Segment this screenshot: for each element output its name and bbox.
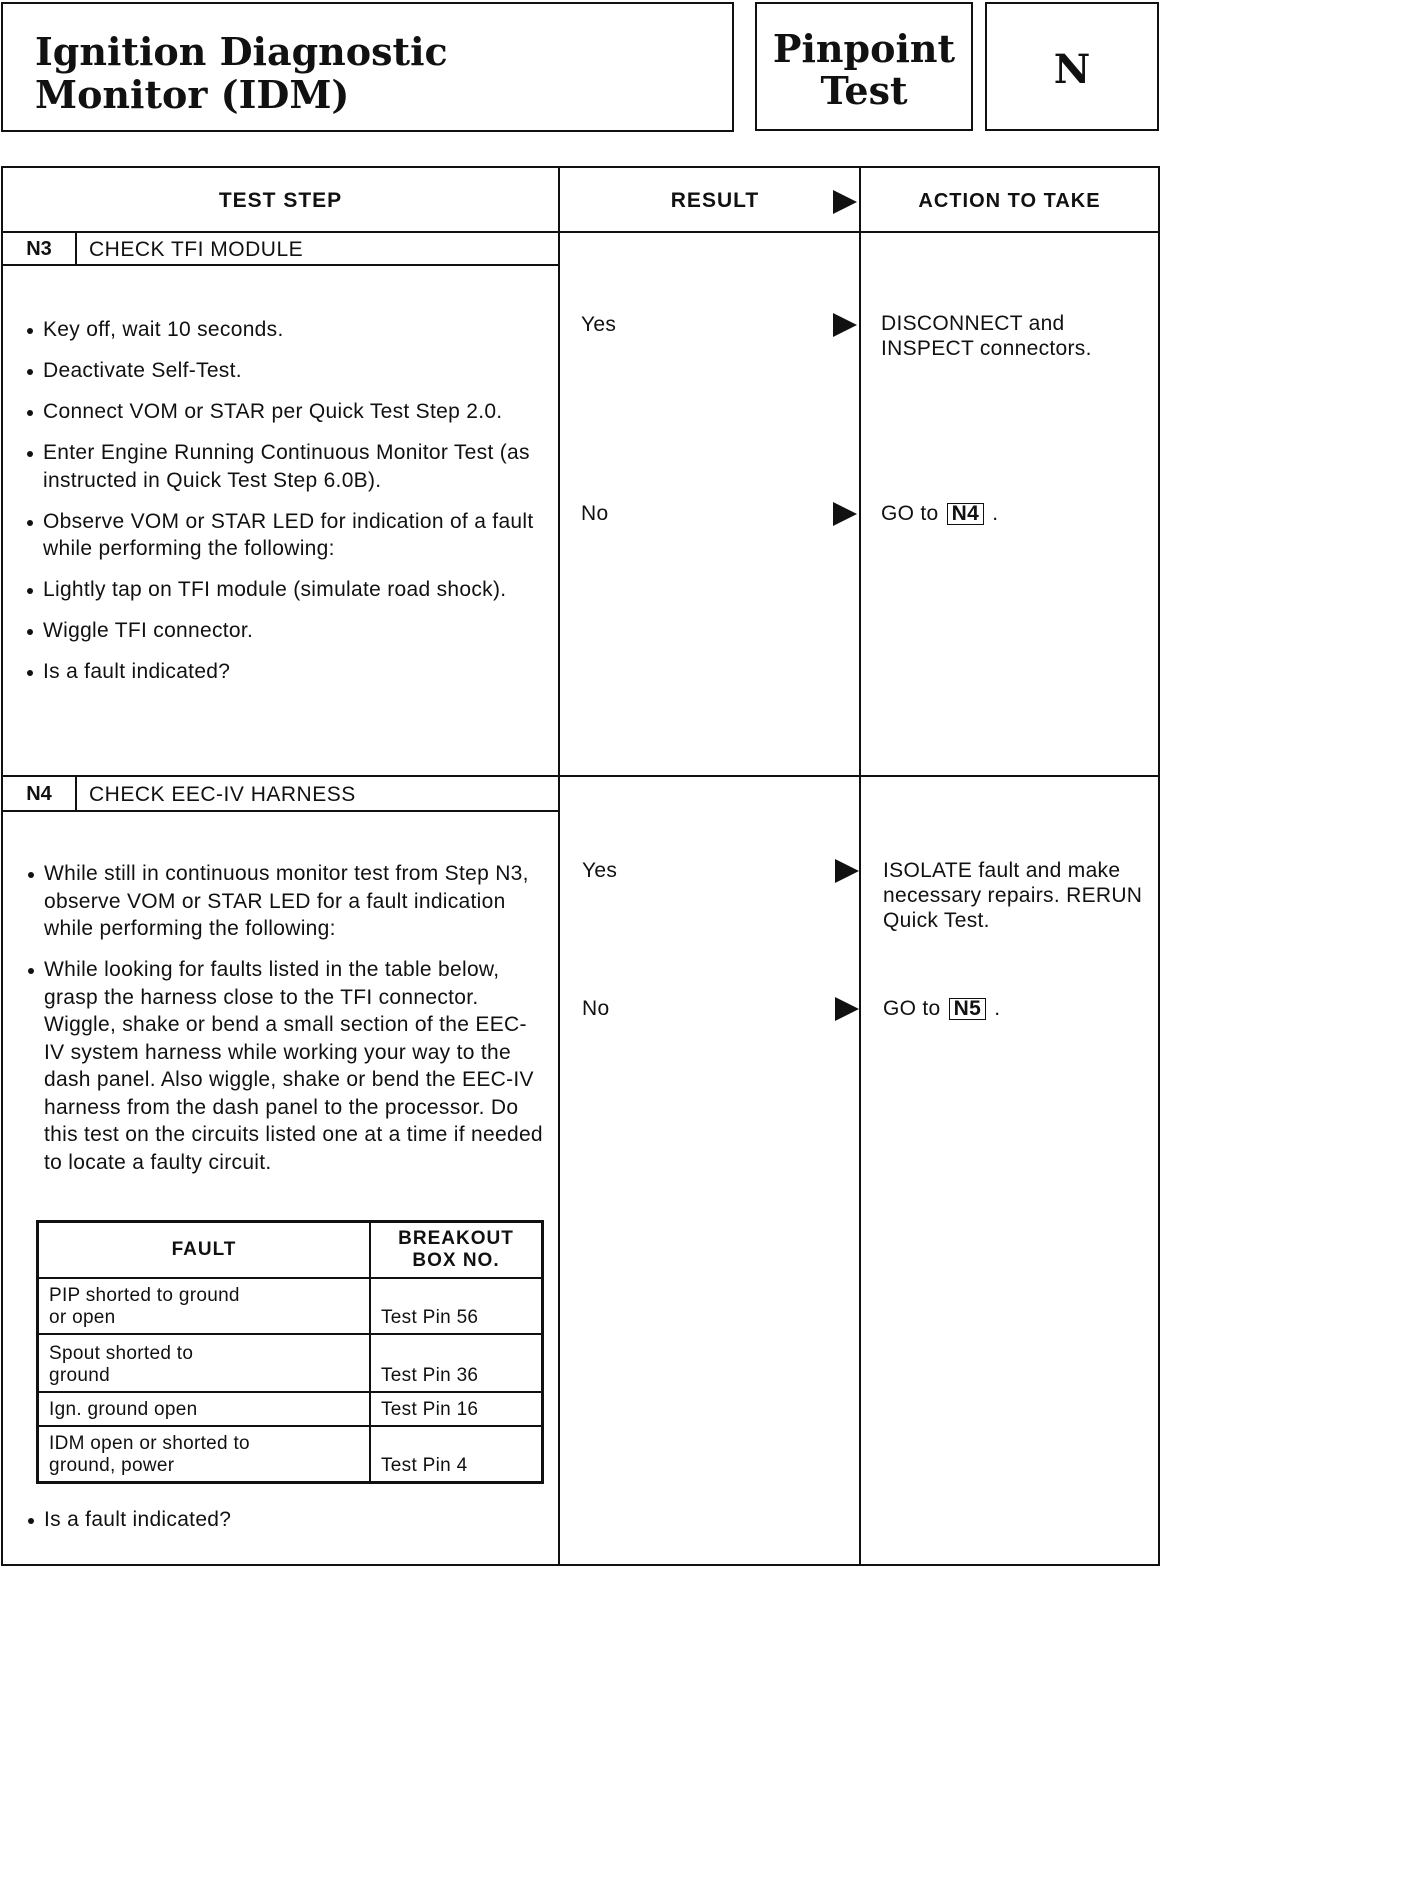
step-reference: N5	[949, 998, 986, 1020]
result-no: No	[581, 502, 609, 525]
step-title: CHECK TFI MODULE	[89, 238, 304, 261]
step-id: N4	[3, 777, 77, 810]
fault-cell: IDM open or shorted to ground, power	[38, 1426, 371, 1482]
list-item: Key off, wait 10 seconds.	[25, 316, 545, 344]
result-yes: Yes	[581, 313, 617, 336]
action-goto	[881, 501, 998, 526]
list-item: Enter Engine Running Continuous Monitor Test (as instructed in Quick Test Step 6.0B).	[25, 439, 545, 494]
column-header-fault: FAULT	[38, 1222, 371, 1279]
fault-cell: Spout shorted to ground	[38, 1334, 371, 1392]
test-letter-box	[985, 2, 1159, 131]
pin-cell: Test Pin 56	[370, 1278, 543, 1334]
column-header-breakout-box: BREAKOUT BOX NO.	[370, 1222, 543, 1279]
result-arrow-icon	[833, 502, 857, 526]
pin-cell: Test Pin 36	[370, 1334, 543, 1392]
column-divider-1	[558, 168, 560, 1564]
result-arrow-icon	[835, 997, 859, 1021]
step-title: CHECK EEC-IV HARNESS	[89, 783, 356, 806]
action-goto	[883, 996, 1000, 1021]
result-arrow-icon	[833, 313, 857, 337]
step-id: N3	[3, 233, 77, 264]
step-reference: N4	[947, 503, 984, 525]
action-text: GO to	[883, 997, 941, 1020]
step-n3-instructions	[25, 316, 545, 699]
step-header-n3	[3, 233, 558, 266]
list-item: Observe VOM or STAR LED for indication of a fault while performing the following:	[25, 508, 545, 563]
fault-cell: PIP shorted to ground or open	[38, 1278, 371, 1334]
result-no: No	[582, 997, 610, 1020]
action-suffix: .	[994, 997, 1001, 1020]
result-yes: Yes	[582, 859, 618, 882]
list-item: Is a fault indicated?	[25, 658, 545, 686]
pin-cell: Test Pin 16	[370, 1392, 543, 1426]
fault-table	[36, 1220, 544, 1484]
test-letter: N	[1053, 46, 1091, 93]
list-item: While looking for faults listed in the table below, grasp the harness close to the TFI connector. Wiggle, shake or bend a small section of the EEC-IV system harness while working your way to the dash panel. Also wiggle, shake or bend the EEC-IV harness from the dash panel to the processor. Do this test on the circuits listed one at a time if needed to locate a faulty circuit.	[26, 956, 546, 1176]
list-item: Connect VOM or STAR per Quick Test Step 2.0.	[25, 398, 545, 426]
list-item: Wiggle TFI connector.	[25, 617, 545, 645]
result-arrow-icon	[833, 190, 857, 214]
action-text: GO to	[881, 502, 939, 525]
table-row	[38, 1426, 543, 1482]
list-item: While still in continuous monitor test from Step N3, observe VOM or STAR LED for a fault indication while performing the following:	[26, 860, 546, 943]
action-suffix: .	[992, 502, 999, 525]
result-arrow-icon	[835, 859, 859, 883]
pin-cell: Test Pin 4	[370, 1426, 543, 1482]
list-item: Deactivate Self-Test.	[25, 357, 545, 385]
step-n4-instructions	[26, 860, 546, 1190]
column-divider-2	[859, 168, 861, 1564]
pinpoint-label: Pinpoint	[772, 26, 956, 71]
table-row	[38, 1334, 543, 1392]
header-action: ACTION TO TAKE	[918, 190, 1101, 212]
list-item: Is a fault indicated?	[26, 1506, 546, 1534]
fault-cell: Ign. ground open	[38, 1392, 371, 1426]
step-n4-final	[26, 1506, 546, 1547]
title-line-1: Ignition Diagnostic	[35, 29, 448, 74]
table-header-row	[38, 1222, 543, 1279]
header-test-step: TEST STEP	[218, 189, 343, 212]
step-header-n4	[3, 777, 558, 812]
pinpoint-table	[1, 166, 1160, 1566]
test-label: Test	[820, 68, 908, 113]
title-line-2: Monitor (IDM)	[35, 72, 350, 117]
page-title	[35, 30, 448, 116]
pinpoint-test-box	[755, 2, 973, 131]
action-text: DISCONNECT and INSPECT connectors.	[881, 312, 1092, 360]
table-row	[38, 1392, 543, 1426]
header-result: RESULT	[670, 189, 760, 212]
table-row	[38, 1278, 543, 1334]
action-text: ISOLATE fault and make necessary repairs. RERUN Quick Test.	[883, 859, 1143, 932]
list-item: Lightly tap on TFI module (simulate road shock).	[25, 576, 545, 604]
title-box	[1, 2, 734, 132]
